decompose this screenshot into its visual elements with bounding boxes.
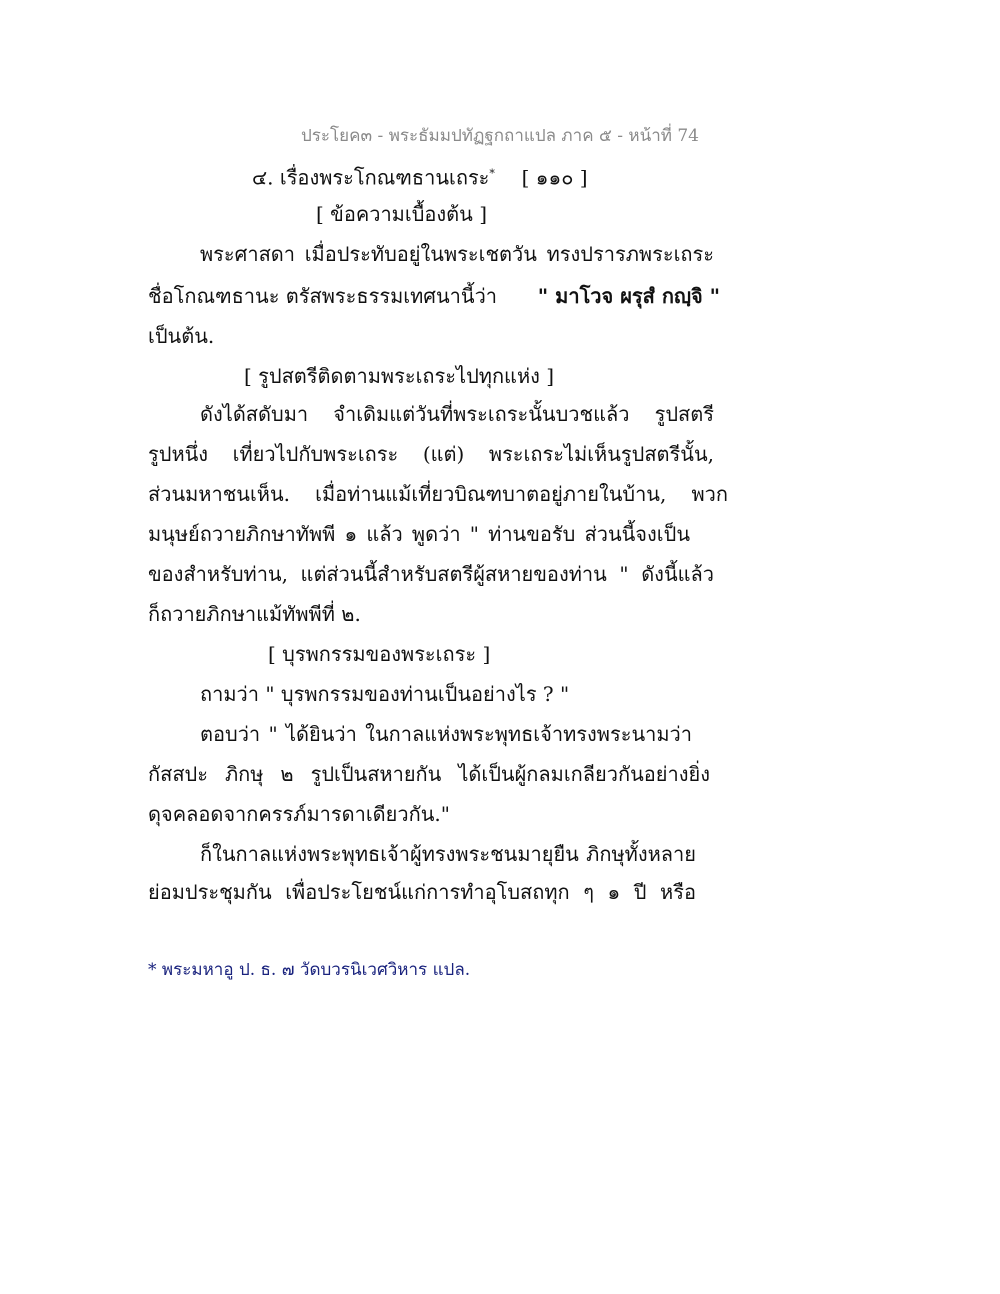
paragraph-line: พระศาสดา เมื่อประทับอยู่ในพระเชตวัน ทรงปรารภพระเถระ	[200, 242, 714, 266]
paragraph-line: ก็ถวายภิกษาแม้ทัพพีที่ ๒.	[148, 602, 361, 626]
paragraph-line: รูปหนึ่ง เที่ยวไปกับพระเถระ (แต่) พระเถระไม่เห็นรูปสตรีนั้น,	[148, 442, 714, 466]
section-heading-past-deeds: [ บุรพกรรมของพระเถระ ]	[268, 642, 491, 666]
story-title	[252, 160, 588, 192]
running-header: ประโยค๓ - พระธัมมปทัฏฐกถาแปล ภาค ๕ - หน้าที่ 74	[301, 126, 699, 146]
paragraph-line: ดุจคลอดจากครรภ์มารดาเดียวกัน."	[148, 802, 450, 826]
paragraph-line: ส่วนมหาชนเห็น. เมื่อท่านแม้เที่ยวบิณฑบาตอยู่ภายในบ้าน, พวก	[148, 482, 728, 506]
story-number: [ ๑๑๐ ]	[521, 165, 588, 190]
paragraph-line: ของสำหรับท่าน, แต่ส่วนนี้สำหรับสตรีผู้สหายของท่าน " ดังนี้แล้ว	[148, 562, 714, 586]
footnote: * พระมหาอู ป. ธ. ๗ วัดบวรนิเวศวิหาร แปล.	[148, 960, 471, 980]
paragraph-line: ย่อมประชุมกัน เพื่อประโยชน์แก่การทำอุโบสถทุก ๆ ๑ ปี หรือ	[148, 880, 696, 904]
paragraph-line: เป็นต้น.	[148, 324, 215, 348]
paragraph-line: ดังได้สดับมา จำเดิมแต่วันที่พระเถระนั้นบวชแล้ว รูปสตรี	[200, 402, 714, 426]
story-title-text: ๔. เรื่องพระโกณฑธานเถระ	[252, 165, 490, 190]
paragraph-line: ก็ในกาลแห่งพระพุทธเจ้าผู้ทรงพระชนมายุยืน ภิกษุทั้งหลาย	[200, 842, 696, 866]
paragraph-text: ชื่อโกณฑธานะ ตรัสพระธรรมเทศนานี้ว่า	[148, 284, 498, 308]
paragraph-line	[148, 282, 720, 310]
section-heading-intro: [ ข้อความเบื้องต้น ]	[316, 202, 487, 226]
paragraph-line: ถามว่า " บุรพกรรมของท่านเป็นอย่างไร ? "	[200, 682, 570, 706]
section-heading-woman: [ รูปสตรีติดตามพระเถระไปทุกแห่ง ]	[244, 364, 555, 388]
paragraph-line: กัสสปะ ภิกษุ ๒ รูปเป็นสหายกัน ได้เป็นผู้กลมเกลียวกันอย่างยิ่ง	[148, 762, 710, 786]
footnote-mark: *	[489, 167, 495, 180]
paragraph-line: ตอบว่า " ได้ยินว่า ในกาลแห่งพระพุทธเจ้าทรงพระนามว่า	[200, 722, 692, 746]
pali-quote: " มาโวจ ผรุสํ กญฺจิ "	[537, 284, 721, 308]
paragraph-line: มนุษย์ถวายภิกษาทัพพี ๑ แล้ว พูดว่า " ท่านขอรับ ส่วนนี้จงเป็น	[148, 522, 690, 546]
